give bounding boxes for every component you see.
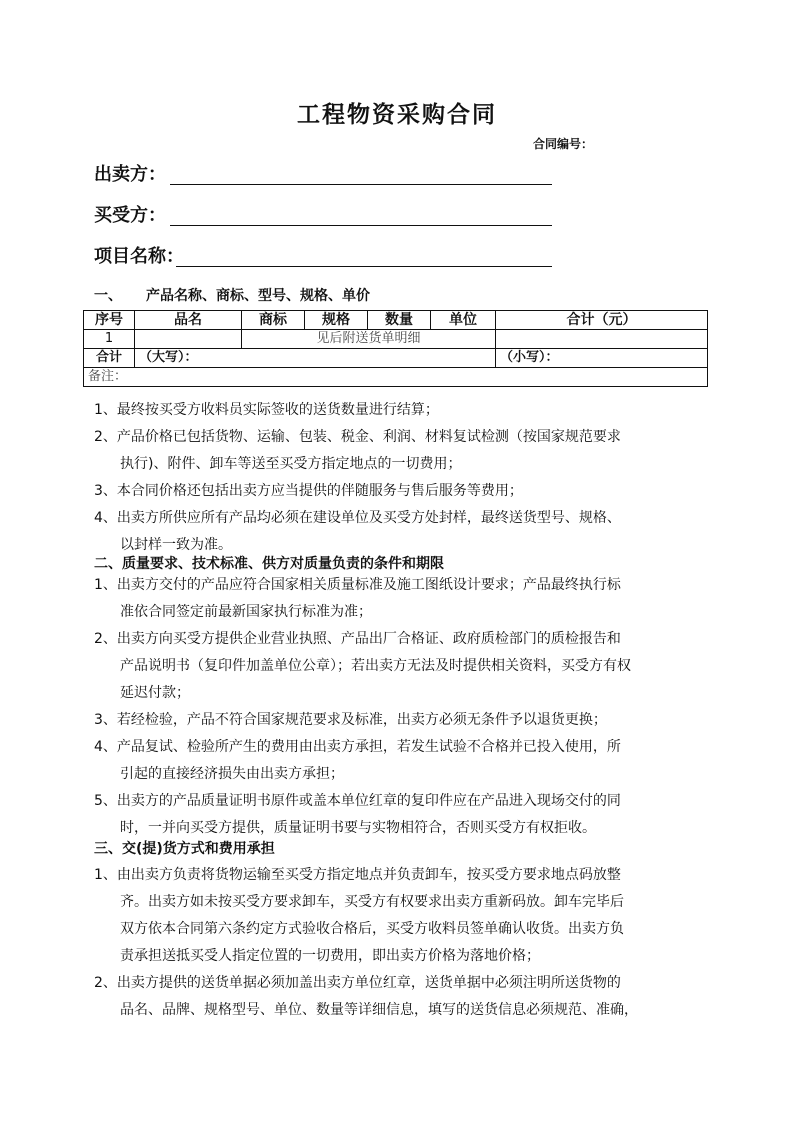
- clause-text: 4、产品复试、检验所产生的费用由出卖方承担，若发生试验不合格并已投入使用，所: [94, 739, 621, 755]
- total-big-amount[interactable]: （大写）：: [135, 349, 496, 368]
- project-blank-line[interactable]: [176, 266, 552, 267]
- table-row: [84, 330, 708, 349]
- header-cell: 单位: [431, 311, 496, 330]
- remark-label[interactable]: 备注：: [84, 368, 708, 387]
- section-1-number: 一、: [94, 288, 122, 304]
- clause-text: 1、由出卖方负责将货物运输至买受方指定地点并负责卸车，按买受方要求地点码放整: [94, 867, 621, 883]
- clause: [94, 478, 704, 505]
- row-cell[interactable]: [135, 330, 242, 349]
- project-label: 项目名称：: [94, 246, 184, 267]
- clause-text: 2、产品价格已包括货物、运输、包装、税金、利润、材料复试检测（按国家规范要求: [94, 429, 621, 445]
- clause: [94, 707, 704, 734]
- project-row: [94, 245, 184, 269]
- clause: [94, 572, 704, 626]
- clause: [94, 788, 704, 842]
- contract-number-label: 合同编号：: [533, 137, 594, 151]
- clause-text: 2、出卖方提供的送货单据必须加盖出卖方单位红章，送货单据中必须注明所送货物的: [94, 975, 621, 991]
- goods-table: [83, 310, 708, 387]
- header-cell: 数量: [368, 311, 431, 330]
- section-2-clauses: [94, 572, 704, 842]
- seller-blank-line[interactable]: [170, 184, 552, 185]
- header-cell: 品名: [135, 311, 242, 330]
- section-2-heading: 二、质量要求、技术标准、供方对质量负责的条件和期限: [94, 556, 444, 572]
- section-1-title: 产品名称、商标、型号、规格、单价: [146, 288, 370, 304]
- clause-text: 1、最终按买受方收料员实际签收的送货数量进行结算；: [94, 402, 439, 418]
- section-3-heading: 三、交(提)货方式和费用承担: [94, 841, 275, 857]
- row-note: 见后附送货单明细: [242, 330, 496, 349]
- clause: [94, 970, 704, 1024]
- clause: [94, 862, 704, 970]
- clause-text: 引起的直接经济损失由出卖方承担；: [120, 766, 344, 782]
- header-cell: 商标: [242, 311, 305, 330]
- table-total-row: [84, 349, 708, 368]
- row-cell[interactable]: [496, 330, 708, 349]
- table-header-row: [84, 311, 708, 330]
- buyer-row: [94, 204, 166, 228]
- section-1-clauses: [94, 397, 704, 559]
- clause-text: 2、出卖方向买受方提供企业营业执照、产品出厂合格证、政府质检部门的质检报告和: [94, 631, 621, 647]
- clause: [94, 397, 704, 424]
- clause-text: 延迟付款；: [120, 685, 190, 701]
- total-small-amount[interactable]: （小写）：: [496, 349, 708, 368]
- seller-row: [94, 163, 166, 187]
- row-seq: 1: [84, 330, 135, 349]
- clause-text: 责承担送抵买受人指定位置的一切费用，即出卖方价格为落地价格；: [120, 948, 540, 964]
- seller-label: 出卖方：: [94, 164, 166, 185]
- section-3-clauses: [94, 862, 704, 1024]
- clause-text: 执行)、附件、卸车等送至买受方指定地点的一切费用；: [120, 456, 462, 472]
- buyer-label: 买受方：: [94, 205, 166, 226]
- document-title: 工程物资采购合同: [297, 101, 497, 128]
- clause-text: 准依合同签定前最新国家执行标准为准；: [120, 604, 372, 620]
- clause-text: 以封样一致为准。: [120, 537, 232, 553]
- buyer-blank-line[interactable]: [170, 225, 552, 226]
- clause-text: 产品说明书（复印件加盖单位公章）；若出卖方无法及时提供相关资料，买受方有权: [120, 658, 631, 674]
- clause-text: 时，一并向买受方提供，质量证明书要与实物相符合，否则买受方有权拒收。: [120, 820, 596, 836]
- table-remark-row: [84, 368, 708, 387]
- clause: [94, 424, 704, 478]
- header-cell: 规格: [305, 311, 368, 330]
- clause: [94, 626, 704, 707]
- header-cell: 合计（元）: [496, 311, 708, 330]
- clause-text: 4、出卖方所供应所有产品均必须在建设单位及买受方处封样，最终送货型号、规格、: [94, 510, 621, 526]
- clause-text: 3、本合同价格还包括出卖方应当提供的伴随服务与售后服务等费用；: [94, 483, 523, 499]
- clause-text: 品名、品牌、规格型号、单位、数量等详细信息，填写的送货信息必须规范、准确，: [120, 1002, 638, 1018]
- clause-text: 1、出卖方交付的产品应符合国家相关质量标准及施工图纸设计要求；产品最终执行标: [94, 577, 621, 593]
- total-label: 合计: [84, 349, 135, 368]
- clause-text: 双方依本合同第六条约定方式验收合格后，买受方收料员签单确认收货。出卖方负: [120, 921, 624, 937]
- clause-text: 5、出卖方的产品质量证明书原件或盖本单位红章的复印件应在产品进入现场交付的同: [94, 793, 621, 809]
- header-cell: 序号: [84, 311, 135, 330]
- clause: [94, 734, 704, 788]
- clause: [94, 505, 704, 559]
- clause-text: 3、若经检验，产品不符合国家规范要求及标准，出卖方必须无条件予以退货更换；: [94, 712, 607, 728]
- clause-text: 齐。出卖方如未按买受方要求卸车，买受方有权要求出卖方重新码放。卸车完毕后: [120, 894, 624, 910]
